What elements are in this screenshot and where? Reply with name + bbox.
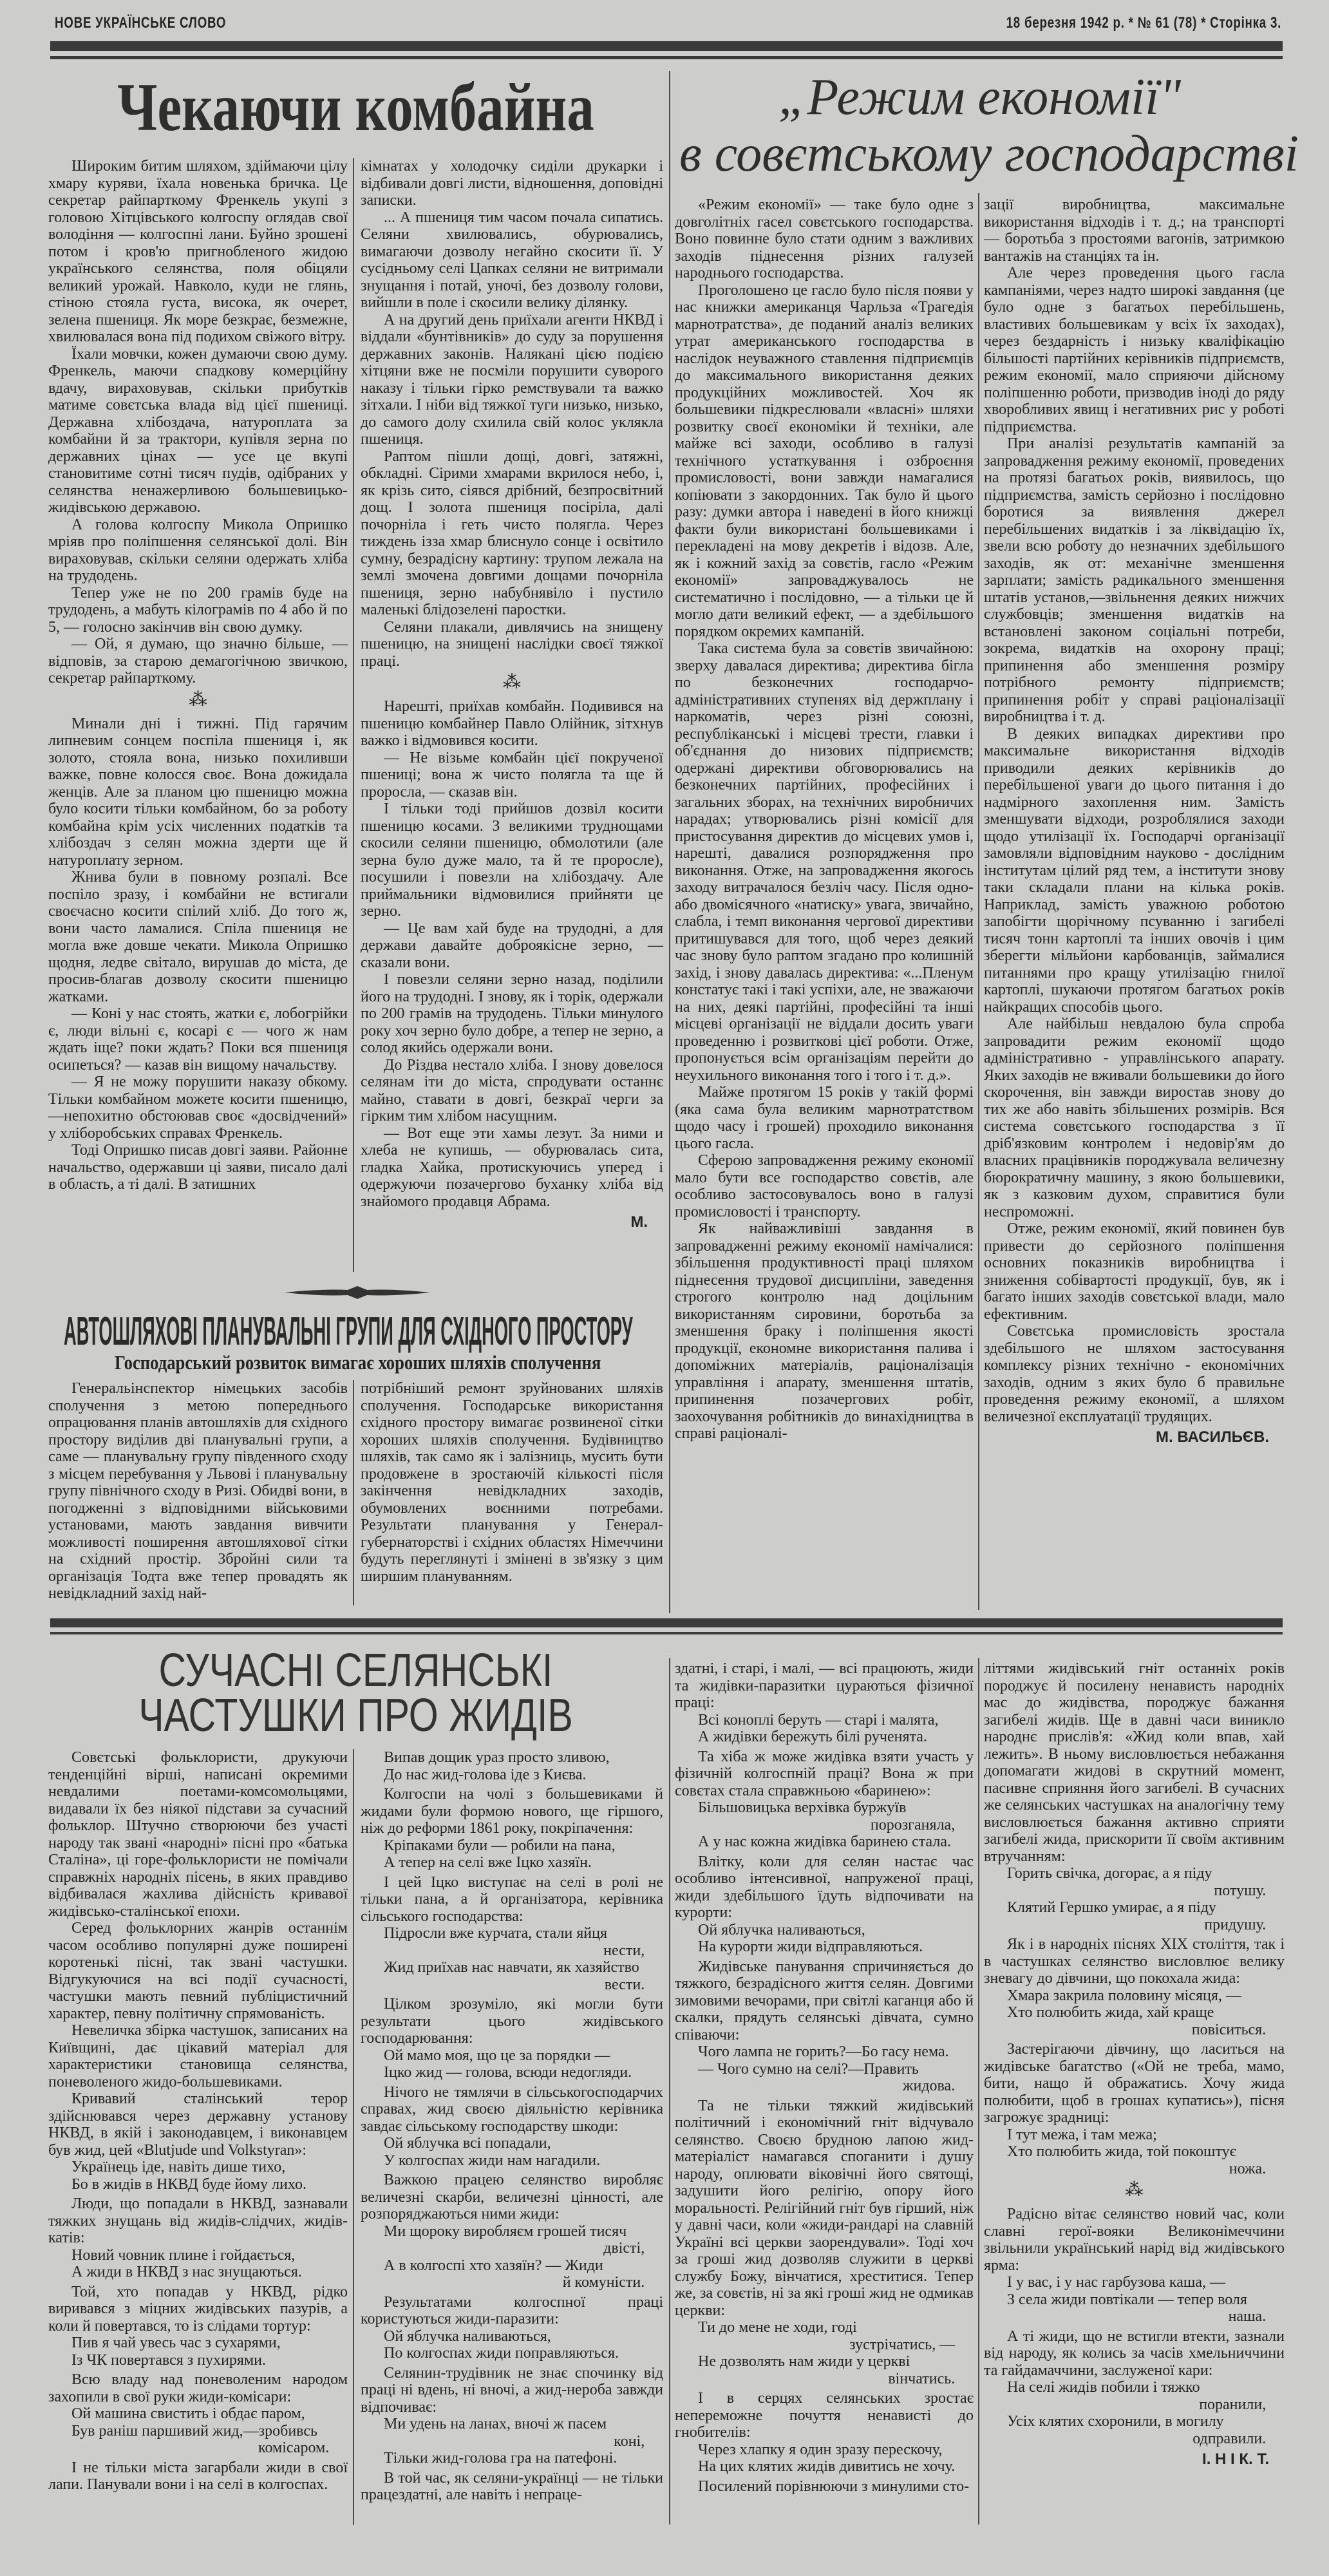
paragraph: І в серцях селянських зростає непереможне почуття ненависті до гнобителів: xyxy=(675,2390,974,2441)
paragraph: Але через проведення цього гасла кампаніями, через надто широкі завдання (це було одне з багатьох перебільшень, властивих большевикам у всіх їх заходах), через бездарність і низьку кваліфікацію більшості партійних керівників підприємств, режим економії, мало сприяючи дійсному поліпшенню роботи, призводив іноді до ряду хворобливих явищ і негативних рис у роботі підприємства. xyxy=(984,265,1285,435)
masthead-rule-thick xyxy=(50,41,1283,51)
article-rezhym-column-1 xyxy=(675,196,974,1443)
section-rule-thin xyxy=(50,1632,1283,1634)
verse-line: На цих клятих жидів дивитись не хочу. xyxy=(698,2458,956,2475)
article-title-chastushky-line1: СУЧАСНІ СЕЛЯНСЬКІ xyxy=(158,1645,553,1696)
article-title-chastushky-line2: ЧАСТУШКИ ПРО ЖИДІВ xyxy=(138,1690,573,1741)
verse-line-continuation: жидова. xyxy=(902,2078,956,2094)
verse-line: По колгоспах жиди поправляються. xyxy=(384,2345,619,2362)
article-chastushky-column-3 xyxy=(675,1660,974,2495)
column-divider xyxy=(669,1658,670,2524)
paragraph: При аналізі результатів кампаній за запровадження режиму економії, проведених на протязі багатьох років, виявилось, що підприємства, замість серйозно і послідовно боротися за виявлення джерел перебільшених видатків і за ліквідацію їх, звели всю роботу до незначних здебільшого заходів, як от: механічне зменшення зарплати; замість радикального зменшення штатів установ,—звільнення деяких нижчих службовців; зменшення видатків на встановлені законом соціальні потреби, зокрема, видатків на охорону праці; припинення або зменшення розміру потрібного ремонту підприємств; припинення робіт у справі раціоналізації виробництва і т. д. xyxy=(984,435,1285,725)
verse-line-continuation: коні, xyxy=(614,2432,645,2450)
author-signature: М. xyxy=(630,1213,648,1231)
article-title-rezhym-line1: „Режим економії" xyxy=(778,69,1182,126)
section-divider xyxy=(669,71,670,1613)
verse-line: Клятий Гершко умирає, а я піду xyxy=(1007,1899,1216,1916)
section-asterism: ⁂ xyxy=(1125,2180,1144,2200)
paragraph: Радісно вітає селянство новий час, коли славні герої-вояки Великонімеччини звільнили український нарід від жидівського ярма: xyxy=(984,2206,1285,2274)
verse-line-continuation: двісті, xyxy=(603,2240,645,2257)
paragraph: — Це вам хай буде на трудодні, а для держави давайте доброякісне зерно, — сказали вони. xyxy=(361,920,663,971)
verse-line: Ой яблучка всі попадали, xyxy=(384,2135,551,2152)
article-chastushky-column-1 xyxy=(48,1749,348,2494)
paragraph: — Вот еще эти хамы лезут. За ними и хлеба не купишь, — обурювалась сита, гладка Хайка, протискуючись уперед і одержуючи позачергово буханку хліба від знайомого продавця Абрама. xyxy=(361,1124,663,1210)
article-title-rezhym-line2: в совєтському господарстві xyxy=(679,126,1299,182)
verse-line: Українець іде, навіть дише тихо, xyxy=(71,2159,286,2175)
paragraph-continued: зації виробництва, максимальне використання відходів і т. д.; на транспорті — боротьба з простоями вагонів, затримкою вантажів на станціях та ін. xyxy=(984,196,1285,265)
verse-line-continuation: ножа. xyxy=(1229,2160,1267,2177)
issue-info: 18 березня 1942 р. * № 61 (78) * Сторінка 3. xyxy=(1006,14,1281,32)
paragraph: Минали дні і тижні. Під гарячим липневим сонцем поспіла пшениця і, як золото, стояла вона, низько похиливши важке, повне колосся своє. Вона дожидала женців. Але за планом цю пшеницю можна було косити тільки комбайном, бо за роботу комбайна крім усіх численних податків та хлібоздач з селян можна здерти ще й натуроплату зерном. xyxy=(48,715,348,869)
paragraph: І тільки тоді прийшов дозвіл косити пшеницю косами. З великими труднощами скосили селяни пшеницю, обмолотили (але зерна було дуже мало, та й те проросле), посушили і повезли на хлібоздачу. Але приймальники відмовилися прийняти це зерно. xyxy=(361,800,663,920)
verse-line-continuation: порозганяла, xyxy=(870,1816,956,1833)
paragraph: Важкою працею селянство виробляє величезні скарби, величезні цінності, але розпоряджаються ними жиди: xyxy=(361,2172,663,2222)
verse-line: Бо в жидів в НКВД буде йому лихо. xyxy=(71,2175,307,2193)
paragraph: — Я не можу порушити наказу обкому. Тільки комбайном можете косити пшеницю,—непохитно обстоював своє «досвідчений» у хліборобських справах Френкель. xyxy=(48,1074,348,1142)
verse-line: На курорти жиди відправляються. xyxy=(698,1938,923,1955)
paragraph: Цілком зрозуміло, які могли бути результати цього жидівського господарювання: xyxy=(361,1996,663,2047)
column-divider xyxy=(353,158,354,1272)
paragraph: Широким битим шляхом, здіймаючи цілу хмару куряви, їхала новенька бричка. Це секретар райпарткому Френкель укупі з головою Хітцівського колгоспу оглядав свої володіння — колгоспні лани. Буйно зрошені потом і кров'ю пригнобленого жидою українського селянства, поля обіцяли великий урожай. Навколо, куди не глянь, стіною стояла густа, висока, як очерет, зелена пшениця. Як море безкрає, безмежне, хвилювалася вона під подихом свіжого вітру. xyxy=(48,158,348,345)
verse-line: Новий човник плине і гойдається, xyxy=(71,2246,296,2264)
paragraph: — Не візьме комбайн цієї покрученої пшениці; вона ж чисто полягла та ще й проросла, — сказав він. xyxy=(361,749,663,800)
verse-line-continuation: поранили, xyxy=(1199,2396,1267,2413)
verse-line: Ой мамо моя, що це за порядки — xyxy=(384,2047,610,2064)
verse-line: Жид приїхав нас навчати, як хазяйство xyxy=(384,1959,639,1976)
verse-line-continuation: зустрічатись, — xyxy=(849,2336,956,2353)
paragraph: Той, хто попадав у НКВД, рідко виривався з міцних жидівських пазурів, а коли й повертався, то із слідами тортур: xyxy=(48,2283,348,2334)
verse-line: Через хлапку я один зразу перескочу, xyxy=(698,2441,943,2458)
verse-line: Ой яблучка наливаються, xyxy=(384,2327,551,2345)
paragraph: Сферою запровадження режиму економії мало бути все господарство совєтів, але особливо застосовувалось воно в галузі промисловості і транспорту. xyxy=(675,1152,974,1220)
paragraph: Селяни плакали, дивлячись на знищену пшеницю, на знищені наслідки своєї тяжкої праці. xyxy=(361,618,663,670)
paragraph: Та не тільки тяжкий жидівський політичний і економічний гніт відчувало селянство. Своєю брудною лапою жид-матеріаліст намагався споганити і душу народу, оплювати віковічні його святощі, задушити його релігію, опору його моральності. Релігійний гніт був гірший, ніж у давні часи, коли «жиди-рандарі на славній Україні всі церкви заорендували». Тоді хоч за гроші жид дозволяв служити в церкві службу Божу, вінчатися, хреститися. Тепер же, за совєтів, ні за які гроші жид не одмикав церкви: xyxy=(675,2097,974,2319)
verse-line: Кріпаками були — робили на пана, xyxy=(384,1837,616,1854)
verse-line: Хмара закрила половину місяця, — xyxy=(1007,1987,1241,2004)
article-chastushky-column-4 xyxy=(984,1660,1285,2468)
paragraph: Та хіба ж може жидівка взяти участь у фізичній колгоспній праці? Вона ж при совєтах стала справжньою «баринею»: xyxy=(675,1748,974,1799)
verse-line: Усіх клятих схоронили, в могилу xyxy=(1007,2413,1224,2430)
column-divider xyxy=(353,1380,354,1605)
verse-line-continuation: придушу. xyxy=(1204,1916,1267,1933)
author-signature: М. ВАСИЛЬЄВ. xyxy=(1156,1428,1269,1446)
paragraph: В той час, як селяни-українці — не тільки працездатні, але навіть і непраце- xyxy=(361,2469,663,2503)
paragraph: Жнива були в повному розпалі. Все поспіло зразу, і комбайни не встигали своєчасно косити спілий хліб. До того ж, вони часто ламалися. Спіла пшениця не могла вже довше чекати. Микола Опришко щодня, ледве світало, вирушав до міста, де просив-благав дозволу скосити пшеницю жатками. xyxy=(48,869,348,1005)
section-asterism: ⁂ xyxy=(189,689,207,710)
paragraph: Як найважливіші завдання в запровадженні режиму економії намічалися: збільшення продуктивності праці шляхом піднесення трудової дисципліни, заведення строгого контролю над доцільним використанням сировини, боротьба за зменшення браку і поліпшення якості продукції, економне використання палива і допоміжних матеріалів, раціоналізація управління і апарату, зменшення штатів, припинення позачергових робіт, заохочування робітників до винахідництва в справі раціоналі- xyxy=(675,1220,974,1442)
paragraph: Совєтські фольклористи, друкуючи тенденційні вірші, написані окремими невдалими поетами-комсомольцями, видавали їх без ніякої підстави за сучасний фольклор. Штучно створюючи без участі народу так звані «народні» пісні про «батька Сталіна», ці горе-фольклористи не помічали справжніх народніх пісень, в яких правдиво відбивалася жахлива дійсність кривавої жидівсько-сталінської епохи. xyxy=(48,1749,348,1920)
paragraph: Селянин-трудівник не знає спочинку від праці ні вдень, ні вночі, а жид-нероба завжди відпочиває: xyxy=(361,2364,663,2416)
verse-line-continuation: одправили. xyxy=(1192,2430,1267,2447)
verse-line: Підросли вже курчата, стали яйця xyxy=(384,1925,607,1942)
paragraph: — Ой, я думаю, що значно більше, — відповів, за старою демагогічною звичкою, секретар райпарткому. xyxy=(48,636,348,687)
article-subtitle-avtoshlyakhy: Господарський розвиток вимагає хороших шляхів сполучення xyxy=(115,1351,601,1374)
column-divider xyxy=(978,1658,979,2524)
paragraph: Кривавий сталінський терор здійснювався через державну установу НКВД, в якій і законодавцем, і виконавцем був жид, цей «Blutjude und Volkstyran»: xyxy=(48,2090,348,2159)
verse-line: І тут межа, і там межа; xyxy=(1007,2126,1157,2143)
verse-line: До нас жид-голова іде з Києва. xyxy=(384,1766,587,1783)
paragraph: В деяких випадках директиви про максимальне використання відходів приводили деяких керівників до перебільшеної уваги до цього питання і до надмірного захоплення ним. Замість зменшувати відходи, розроблялися заходи щодо утилізації їх. Господарчі організації замовляли відповідним науково - дослідним інститутам цілий ряд тем, а інститути знову таки складали плани на кілька років. Наприклад, замість уважною роботою запобігти щорічному псуванню і загибелі тисяч тонн картоплі та інших овочів і цим зберегти мільйони карбованців, займалися питаннями про кращу утилізацію гнилої картоплі, шукаючи протягом багатьох років найкращих способів цього. xyxy=(984,725,1285,1016)
verse-line: Був раніш паршивий жид,—зробивсь xyxy=(71,2422,317,2439)
paragraph: Люди, що попадали в НКВД, зазнавали тяжких знущань від жидів-слідчих, жидів-катів: xyxy=(48,2195,348,2246)
paragraph: Тепер уже не по 200 грамів буде на трудодень, а мабуть кілограмів по 4 або й по 5, — голосно закінчив він свою думку. xyxy=(48,584,348,636)
paragraph-continued: літтями жидівський гніт останніх років породжує й посилену ненависть народніх мас до жидівства, породжує бажання загибелі жидів. Ще в давні часи виникло народнє прислів'я: «Жид коли впав, хай лежить». В ньому висловлюється небажання допомагати жидові в скрутний момент, пасивне сприяння його загибелі. В сучасних же селянських частушках на аналогічну тему висловлюється бажання активно сприяти загибелі жида, прискорити її своїм активним втручанням: xyxy=(984,1660,1285,1865)
paragraph: Тоді Опришко писав довгі заяви. Районне начальство, одержавши ці заяви, писало далі в область, а ті далі. В затишних xyxy=(48,1142,348,1193)
paragraph: Генеральінспектор німецьких засобів сполучення з метою попереднього опрацювання планів автошляхів для східного простору виділив дві планувальні групи, а саме — планувальну групу південного сходу з місцем перебування у Львові і планувальну групу північного сходу в Ризі. Обидві вони, в погодженні з відповідними військовими установами, мають завдання вивчити можливості поширення автошляхової сітки на східний простір. Збройні сили та організація Тодта вже тепер провадять як невідкладний захід най- xyxy=(48,1380,348,1602)
verse-line-continuation: комісаром. xyxy=(258,2439,330,2456)
author-signature: І. Н І К. Т. xyxy=(1202,2450,1269,2468)
verse-line: І у вас, і у нас гарбузова каша, — xyxy=(1007,2274,1226,2291)
verse-line: Горить свічка, догорає, а я піду xyxy=(1007,1865,1212,1882)
verse-line: Пив я чай увесь час з сухарями, xyxy=(71,2334,281,2351)
paragraph: А на другий день приїхали агенти НКВД і віддали «бунтівників» до суду за порушення державних законів. Налякані цією подією хітцяни вже не посміли порушити суворого наказу і тільки гірко ремствували та важко зітхали. І ніби від тяжкої туги низько, низько, до самого долу схилила свій колос уклякла пшениця. xyxy=(361,311,663,448)
verse-line: — Чого сумно на селі?—Править xyxy=(698,2060,919,2078)
paragraph: До Різдва нестало хліба. І знову довелося селянам іти до міста, спродувати останнє майно, ставати в довгі, безкраї черги за гірким тим хлібом насущним. xyxy=(361,1056,663,1124)
paragraph-continued: потрібніший ремонт зруйнованих шляхів сполучення. Господарське використання східного простору вимагає розвиненої сітки хороших шляхів сполучення. Будівництво шляхів, так само як і залізниць, мусить бути продовжене в зростаючій кількості після закінчення невідкладних заходів, обумовлених воєнними потребами. Результати планування у Генерал-губернаторстві і східних областях Німеччини будуть переглянуті і змінені в зв'язку з цим ширшим плануванням. xyxy=(361,1380,663,1585)
verse-line: Хто полюбить жида, хай краще xyxy=(1007,2004,1214,2021)
paragraph: — Коні у нас стоять, жатки є, лобогрійки є, люди вільні є, косарі є — чого ж нам ждать іще? поки ждать? Поки вся пшениця осипеться? — казав він вищому начальству. xyxy=(48,1005,348,1074)
paragraph: «Режим економії» — таке було одне з довголітніх гасел совєтського господарства. Воно повинне було стати одним з важливих заходів піднесення різних галузей народнього господарства. xyxy=(675,196,974,281)
ornament-divider xyxy=(283,1285,431,1300)
verse-line: У колгоспах жиди нам нагадили. xyxy=(384,2152,601,2169)
verse-line-continuation: нести, xyxy=(603,1942,645,1959)
verse-line: Ми щороку виробляєм грошей тисяч xyxy=(384,2222,627,2240)
column-divider xyxy=(353,1749,354,2525)
paragraph: Але найбільш невдалою була спроба запровадити режим економії щодо адміністративно - управлінського апарату. Яких заходів не вживали большевики до його скорочення, він завжди виростав знову до тих же або навіть збільшених розмірів. Вся система совєтського господарства з її дріб'язковим контролем і недовір'ям до власних працівників породжувала величезну бюрократичну машину, з якою большевики, як з казковим духом, справитися були неспроможні. xyxy=(984,1016,1285,1220)
verse-line: З села жиди повтікали — тепер воля xyxy=(1007,2291,1247,2308)
paragraph: Раптом пішли дощі, довгі, затяжні, обкладні. Сірими хмарами вкрилося небо, і, як крізь сито, сіявся дрібний, безпросвітний дощ. І золота пшениця посіріла, далі почорніла і геть чисто полягла. Через тиждень ізза хмар блиснуло сонце і освітило сумну, безрадісну картину: трупом лежала на землі змочена довгими дощами почорніла пшениця, зерно набубнявіло і пустило маленькі блідозелені паростки. xyxy=(361,448,663,618)
paragraph: Влітку, коли для селян настає час особливо інтенсивної, напруженої праці, жиди здебільшого їдуть відпочивати на курорти: xyxy=(675,1853,974,1921)
paragraph: Серед фольклорних жанрів останнім часом особливо популярні дуже поширені коротенькі пісні, так звані частушки. Відгукуючися на всі події сучасності, частушки мають певний публіцистичний характер, певну політичну спрямованість. xyxy=(48,1920,348,2022)
paragraph: А ті жиди, що не встигли втекти, зазнали від народу, як колись за часів хмельниччини та гайдамаччини, заслуженої кари: xyxy=(984,2327,1285,2379)
newspaper-name: НОВЕ УКРАЇНСЬКЕ СЛОВО xyxy=(55,14,227,32)
paragraph: Посилений порівнюючи з минулими сто- xyxy=(698,2477,970,2495)
paragraph: Нічого не тямлячи в сільськогосподарчих справах, жид своєю діяльністю керівника завдає сільському господарству шкоди: xyxy=(361,2083,663,2135)
paragraph: І цей Іцко виступає на селі в ролі не тільки пана, а й організатора, керівника сільського господарства: xyxy=(361,1873,663,1925)
verse-line: Всі коноплі беруть — старі і малята, xyxy=(698,1711,939,1728)
paragraph: Отже, режим економії, який повинен був привести до серйозного поліпшення основних показників виробництва і зниження собівартості продукції, був, як і багато інших заходів совєтської влади, мало ефективним. xyxy=(984,1220,1285,1323)
verse-line: Іцко жид — голова, всюди недогляди. xyxy=(384,2064,632,2081)
verse-line-continuation: вести. xyxy=(604,1976,645,1993)
paragraph: Жидівське панування спричиняється до тяжкого, безрадісного життя селян. Довгими зимовими вечорами, при світлі каганця або й скалки, прядуть селянські дівчата, сумно співаючи: xyxy=(675,1958,974,2043)
paragraph: Невеличка збірка частушок, записаних на Київщині, дає цікавий матеріал для характеристики становища селянства, поневоленого жидо-большевиками. xyxy=(48,2022,348,2090)
article-title-avtoshlyakhy: АВТОШЛЯХОВІ ПЛАНУВАЛЬНІ ГРУПИ ДЛЯ СХІДНОГО ПРОСТОРУ xyxy=(64,1309,633,1354)
verse-line: А жиди в НКВД з нас знущаються. xyxy=(71,2264,302,2280)
article-avto-column-1 xyxy=(48,1380,348,1602)
paragraph: Застерігаючи дівчину, що ласиться на жидівське багатство («Ой не треба, мамо, бити, нащо й ображатись. Хочу жида полюбити, щоб в грошах купатись»), пісня загрожує зрадниці: xyxy=(984,2041,1285,2126)
verse-line: Більшовицька верхівка буржуїв xyxy=(698,1799,907,1816)
verse-line: Ти до мене не ходи, годі xyxy=(698,2319,857,2336)
paragraph: Колгоспи на чолі з большевиками й жидами були формою нового, ще гіршого, ніж до реформи 1861 року, покріпачення: xyxy=(361,1786,663,1837)
verse-line-continuation: й комуністи. xyxy=(562,2274,645,2291)
verse-line: А жидівки бережуть білі рученята. xyxy=(698,1728,927,1745)
article-rezhym-column-2 xyxy=(984,196,1285,1446)
verse-line: Не дозволять нам жиди у церкві xyxy=(698,2353,910,2370)
verse-line-continuation: повіситься. xyxy=(1191,2021,1267,2038)
article-chastushky-column-2 xyxy=(361,1749,663,2504)
section-rule-thick xyxy=(50,1618,1283,1627)
article-kombaina-column-1 xyxy=(48,158,348,1193)
paragraph: Совєтська промисловість зростала здебільшого не шляхом застосування комплексу різних технічно - економічних заходів, одним з яких було б правильне проведення режиму економії, а шляхом величезної експлуатації трудящих. xyxy=(984,1323,1285,1425)
paragraph: Проголошено це гасло було після появи у нас книжки американця Чарльза «Трагедія марнотратства», де поданий аналіз великих утрат американського господарства в наслідок неуважного ставлення підприємців до максимального використання деяких продукційних можливостей. Хоч як большевики підкреслювали «власні» шляхи розвитку своєї економіки й техніки, але майже всі заходи, особливо в галузі технічного устаткування і озброєння промисловості, вони завжди намагалися копіювати з закордонних. Так було й цього разу: думки автора і наведені в його книжці факти були використані большевиками і перекладені на мову декретів і відозв. Але, як і кожний захід за совєтів, гасло «Режим економії» запроваджувалось не систематично і послідовно, — а тільки це й могло дати великий ефект, — а здебільшого порядком окремих кампаній. xyxy=(675,281,974,640)
verse-line: Випав дощик ураз просто зливою, xyxy=(384,1749,610,1766)
verse-line: А в колгоспі хто хазяїн? — Жиди xyxy=(384,2257,603,2274)
verse-line: Ой машина свистить і обдає паром, xyxy=(71,2405,305,2422)
paragraph: Майже протягом 15 років у такій формі (яка сама була великим марнотратством щодо часу і грошей) проходило виконання цього гасла. xyxy=(675,1084,974,1152)
article-avto-column-2 xyxy=(361,1380,663,1585)
paragraph: І не тільки міста загарбали жиди в свої лапи. Панували вони і на селі в колгоспах. xyxy=(48,2459,348,2493)
verse-line: Ой яблучка наливаються, xyxy=(698,1921,865,1938)
verse-line-continuation: наша. xyxy=(1228,2308,1267,2325)
verse-line: На селі жидів побили і тяжко xyxy=(1007,2379,1200,2396)
verse-line: Хто полюбить жида, той покоштує xyxy=(1007,2143,1236,2160)
paragraph: Така система була за совєтів звичайною: зверху давалася директива; директива бігла по безконечних господарчо-адміністративних ступенях від держплану і наркоматів, через різні союзні, республіканські і місцеві трести, главки і об'єднання до низових підприємств; одержані директиви обговорювались на безконечних партійних, професійних і загальних зборах, на технічних виробничих нарадах; утворювались різні комісії для пристосування директив до місцевих умов і, нарешті, давалися розпорядження про виконання. Отже, на запровадження якогось заходу витрачалося безліч часу. Після одно- або двомісячного «натиску» увага, звичайно, слабла, і темп виконання чергової директиви притишувався для того, щоб через деякий час знову було раптом згадано про колишній захід, і знову давалась директива: «...Пленум констатує такі і такі успіхи, але, не зважаючи на них, деякі партійні, професійні та інші місцеві організації не віддали досить уваги проведенню і розвиткові цієї роботи. Отже, пропонується всім організаціям перейти до неухильного виконання того і того і т. д.». xyxy=(675,640,974,1084)
column-divider xyxy=(978,193,979,1610)
verse-line: А у нас кожна жидівка баринею стала. xyxy=(698,1833,952,1850)
verse-line: Тільки жид-голова гра на патефоні. xyxy=(384,2450,617,2467)
verse-line-continuation: вінчатись. xyxy=(888,2370,956,2387)
paragraph: Їхали мовчки, кожен думаючи свою думу. Френкель, маючи спадкову комерційну вдачу, вираховував, скільки прибутків матиме совєтська влада від цієї пшениці. Державна хлібоздача, натуроплата за комбайни й за трактори, купівля зерна по державних цінах — усе це вкупі становитиме сотні тисяч пудів, одібраних у селянства ненажерливою большевицько-жидівською державою. xyxy=(48,345,348,516)
masthead-rule-thin xyxy=(50,56,1283,59)
verse-line: А тепер на селі вже Іцко хазяїн. xyxy=(384,1854,592,1871)
verse-line: Чого лампа не горить?—Бо гасу нема. xyxy=(698,2043,949,2060)
verse-line-continuation: потушу. xyxy=(1214,1882,1267,1899)
paragraph-continued: здатні, і старі, і малі, — всі працюють, жиди та жидівки-паразитки цураються фізичної праці: xyxy=(675,1660,974,1711)
paragraph-continued: кімнатах у холодочку сиділи друкарки і відбивали довгі листи, відношення, доповідні записки. xyxy=(361,158,663,209)
paragraph: Як і в народніх піснях XIX століття, так і в частушках селянство висловлює велику зневагу до дівчини, що покохала жида: xyxy=(984,1936,1285,1987)
article-kombaina-column-2 xyxy=(361,158,663,1231)
article-title-kombaina: Чекаючи комбайна xyxy=(117,70,594,145)
paragraph: Нарешті, приїхав комбайн. Подивився на пшеницю комбайнер Павло Олійник, зітхнув важко і відмовився косити. xyxy=(361,698,663,749)
paragraph: І повезли селяни зерно назад, поділили його на трудодні. І знову, як і торік, одержали по 200 грамів на трудодень. Тільки минулого року хоч зерно було добре, а тепер не зерно, а солод якийсь одержали вони. xyxy=(361,971,663,1056)
paragraph: ... А пшениця тим часом почала сипатись. Селяни хвилювались, обурювались, вимагаючи дозволу негайно скосити її. У сусідньому селі Цапках селяни не витримали знущання і потай, уночі, без дозволу голови, вийшли в поле і скосили велику ділянку. xyxy=(361,209,663,311)
verse-line: Із ЧК повертався з пухирями. xyxy=(71,2351,267,2369)
section-asterism: ⁂ xyxy=(503,672,521,692)
paragraph: А голова колгоспу Микола Опришко мріяв про поліпшення селянської долі. Він вираховував, скільки селяни одержать хліба на трудодень. xyxy=(48,516,348,584)
paragraph: Всю владу над поневоленим народом захопили в свої руки жиди-комісари: xyxy=(48,2371,348,2405)
paragraph: Результатами колгоспної праці користуються жиди-паразити: xyxy=(361,2293,663,2327)
verse-line: Ми удень на ланах, вночі ж пасем xyxy=(384,2416,607,2432)
